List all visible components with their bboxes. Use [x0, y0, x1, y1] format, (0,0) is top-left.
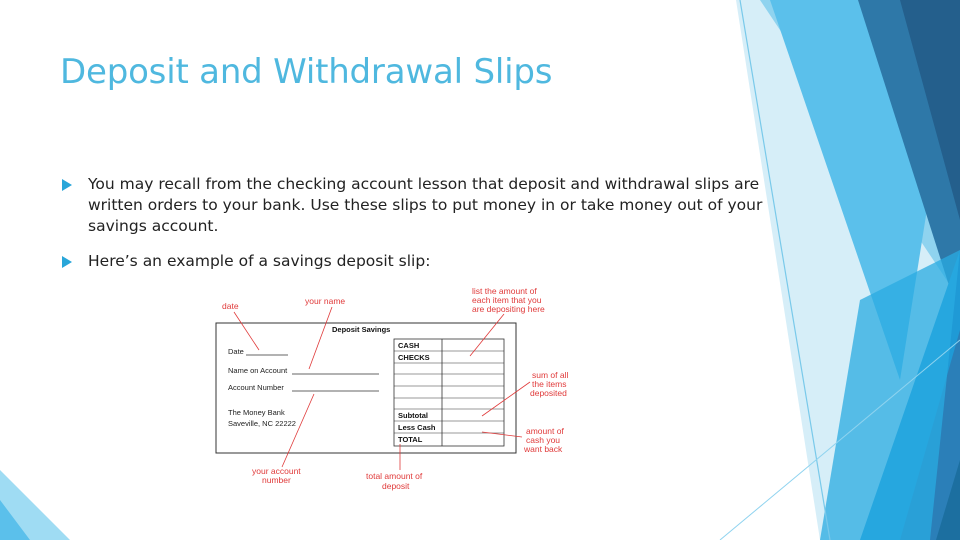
annotation-account-number: number [262, 475, 291, 485]
annotation-sum: deposited [530, 388, 567, 398]
bank-name: The Money Bank [228, 408, 285, 417]
bullet-list [60, 174, 768, 286]
account-label: Account Number [228, 383, 284, 392]
name-label: Name on Account [228, 366, 288, 375]
row-cash: CASH [398, 341, 420, 350]
bullet-arrow-icon [62, 179, 72, 191]
slide-title: Deposit and Withdrawal Slips [60, 52, 553, 92]
bullet-text: You may recall from the checking account lesson that deposit and withdrawal slips are written orders to your bank. Use these slips to put money in or take money out of your savings account. [88, 175, 763, 235]
annotation-list-items: are depositing here [472, 304, 545, 314]
annotation-list-items: list the amount of [472, 286, 537, 296]
row-subtotal: Subtotal [398, 411, 428, 420]
bank-city: Saveville, NC 22222 [228, 419, 296, 428]
row-checks: CHECKS [398, 353, 430, 362]
annotation-sum: sum of all [532, 370, 569, 380]
slip-heading: Deposit Savings [332, 325, 391, 334]
row-less-cash: Less Cash [398, 423, 436, 432]
bullet-text: Here’s an example of a savings deposit slip: [88, 252, 431, 270]
annotation-your-name: your name [305, 296, 346, 306]
date-label: Date [228, 347, 244, 356]
annotation-sum: the items [532, 379, 567, 389]
annotation-account-number: your account [252, 466, 301, 476]
bullet-arrow-icon [62, 256, 72, 268]
deposit-slip-figure [214, 282, 584, 496]
annotation-cash-back: want back [524, 444, 563, 454]
row-total: TOTAL [398, 435, 423, 444]
bullet-item [60, 174, 768, 237]
annotation-list-items: each item that you [472, 295, 542, 305]
annotation-cash-back: amount of [526, 426, 564, 436]
bullet-item [60, 251, 768, 272]
annotation-total-deposit: total amount of [366, 471, 423, 481]
annotation-cash-back: cash you [526, 435, 561, 445]
annotation-date: date [222, 301, 239, 311]
annotation-total-deposit: deposit [382, 481, 410, 491]
